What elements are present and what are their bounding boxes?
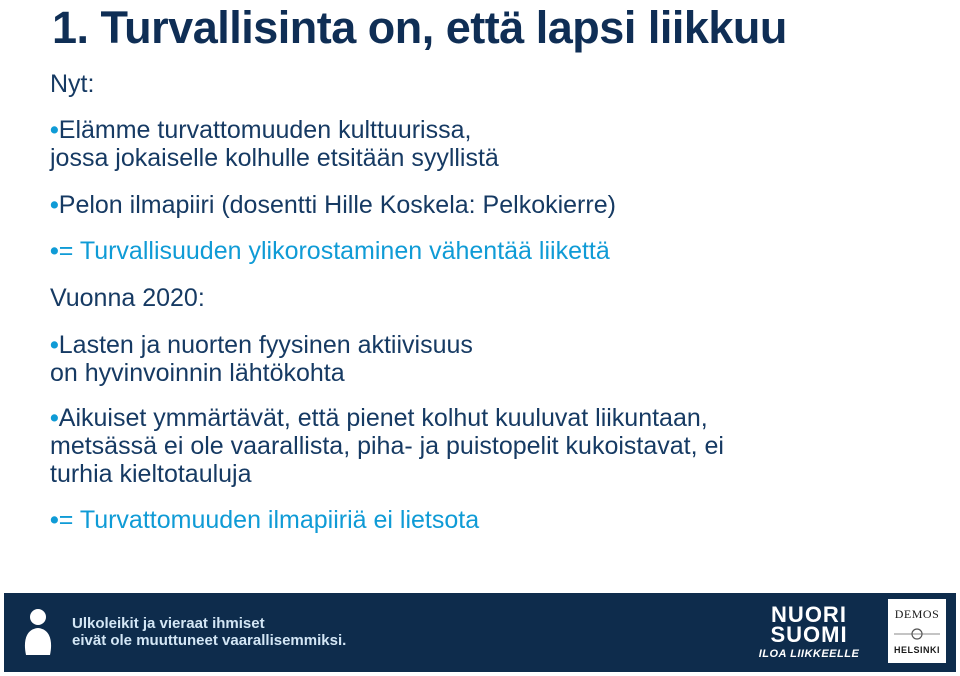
- demos-helsinki-logo: [888, 599, 946, 663]
- nuori-suomi-logo: [750, 602, 868, 662]
- bullet-dot: •: [50, 237, 59, 265]
- bullet-culture: [50, 116, 940, 172]
- bullet-text-line2: on hyvinvoinnin lähtökohta: [50, 359, 345, 387]
- bullet-activity: [50, 331, 940, 387]
- year-label: Vuonna 2020:: [50, 284, 205, 312]
- bullet-dot: •: [50, 116, 59, 144]
- bullet-text-line1: Aikuiset ymmärtävät, että pienet kolhut kuuluvat liikuntaan,: [58, 404, 708, 432]
- bullet-text-line1: Pelon ilmapiiri (dosentti Hille Koskela: Pelkokierre): [58, 191, 616, 219]
- bullet-dot: •: [50, 331, 59, 359]
- logo-tagline: ILOA LIIKKEELLE: [758, 648, 860, 660]
- footer-message: [72, 615, 346, 649]
- bullet-adults: [50, 404, 940, 488]
- logo-suomi-text: SUOMI: [770, 622, 848, 647]
- footer-message-line2: eivät ole muuttuneet vaarallisemmiksi.: [72, 632, 347, 649]
- bullet-text-line1: Lasten ja nuorten fyysinen aktiivisuus: [58, 331, 473, 359]
- now-label: Nyt:: [50, 70, 95, 98]
- helsinki-text: HELSINKI: [893, 645, 940, 655]
- bullet-text-line1: = Turvattomuuden ilmapiiriä ei lietsota: [58, 506, 480, 534]
- bullet-dot: •: [50, 191, 59, 219]
- bullet-text-line1: = Turvallisuuden ylikorostaminen vähentää liikettä: [58, 237, 610, 265]
- slide-title: 1. Turvallisinta on, että lapsi liikkuu: [52, 2, 787, 53]
- bullet-dot: •: [50, 506, 59, 534]
- person-silhouette-icon: [20, 607, 56, 657]
- bullet-dot: •: [50, 404, 59, 432]
- bullet-text-line1: Elämme turvattomuuden kulttuurissa,: [58, 116, 472, 144]
- bullet-overemphasis: [50, 237, 940, 265]
- demos-text: DEMOS: [894, 607, 940, 621]
- logo-nuori-text: NUORI: [771, 602, 847, 627]
- demos-emblem-icon: [892, 627, 942, 641]
- bullet-text-line3: turhia kieltotauluja: [50, 460, 252, 488]
- footer-message-line1: Ulkoleikit ja vieraat ihmiset: [72, 615, 265, 632]
- bullet-no-insecurity: [50, 506, 940, 534]
- bullet-fear: [50, 191, 940, 219]
- bullet-text-line2: jossa jokaiselle kolhulle etsitään syyllistä: [50, 144, 499, 172]
- bullet-text-line2: metsässä ei ole vaarallista, piha- ja puistopelit kukoistavat, ei: [50, 432, 724, 460]
- footer-banner: [4, 593, 956, 672]
